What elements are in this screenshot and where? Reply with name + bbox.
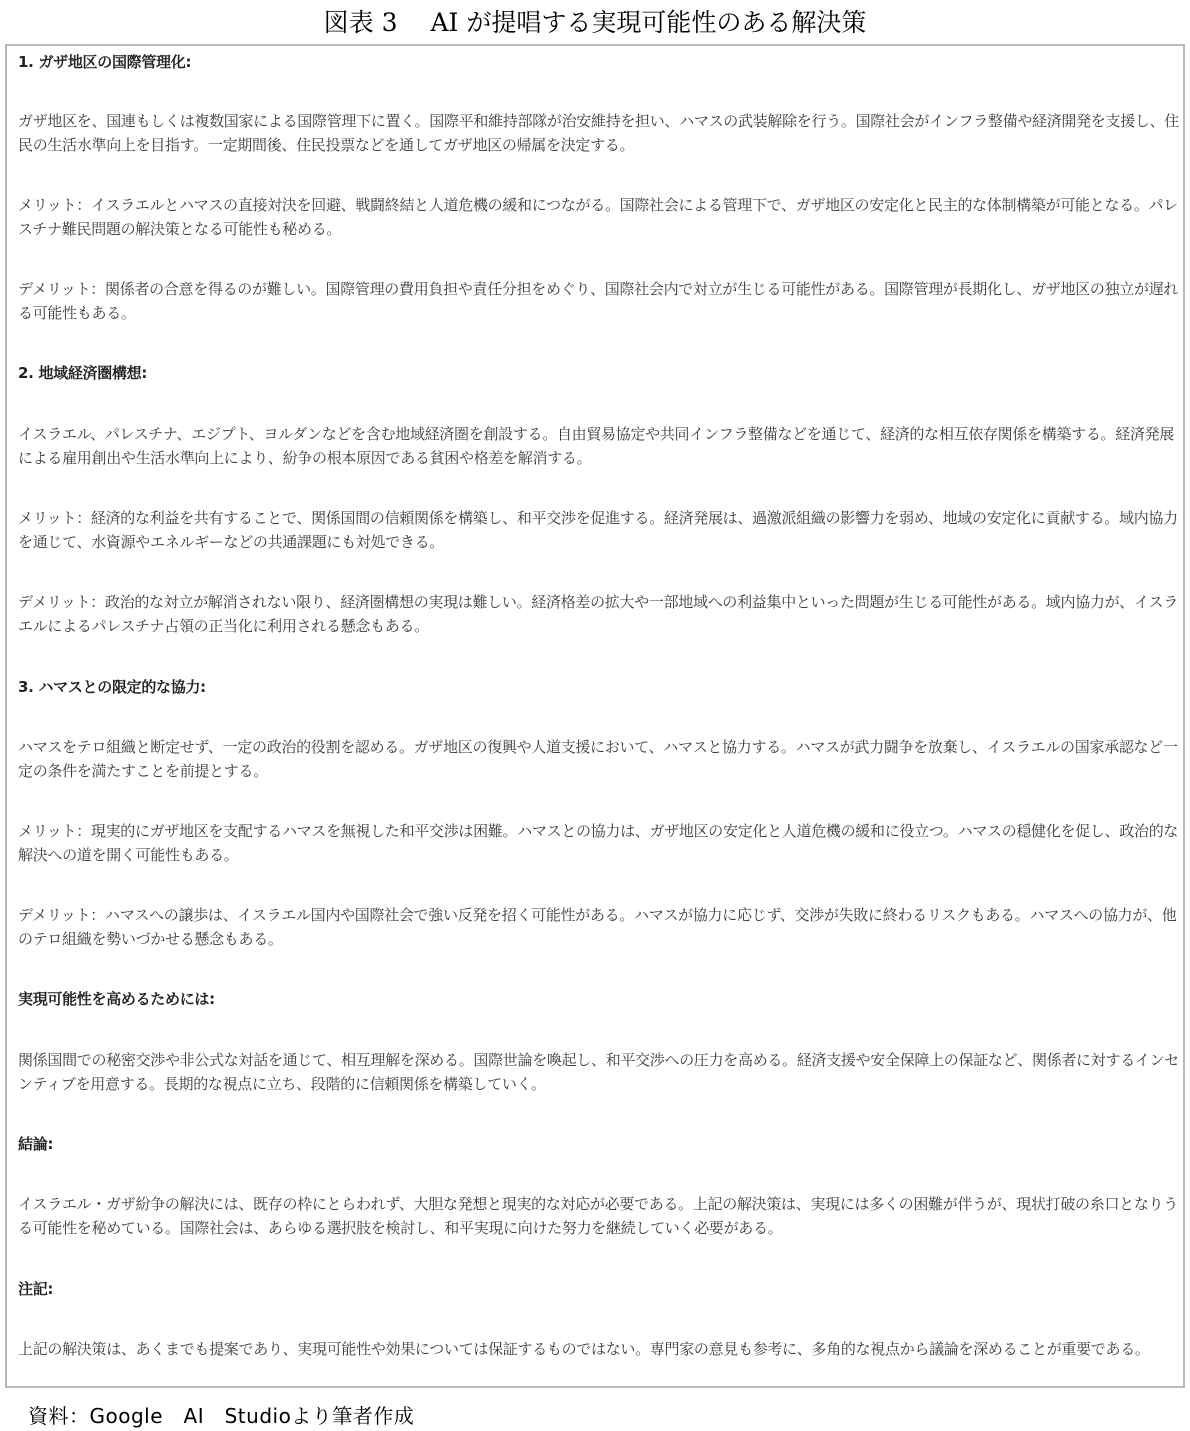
feasibility-heading: 実現可能性を高めるためには: [18, 990, 215, 1008]
conclusion-heading: 結論: [18, 1135, 54, 1153]
section-3-demerits: デメリット：ハマスへの譲歩は、イスラエル国内や国際社会で強い反発を招く可能性がある。ハマスが協力に応じず、交渉が失敗に終わるリスクもある。ハマスへの協力が、他のテロ組織を勢いづかせる懸念もある。 [18, 906, 1177, 948]
section-2-demerits: デメリット：政治的な対立が解消されない限り、経済圏構想の実現は難しい。経済格差の拡大や一部地域への利益集中といった問題が生じる可能性がある。域内協力が、イスラエルによるパレスチナ占領の正当化に利用される懸念もある。 [18, 593, 1178, 635]
note-heading: 注記: [18, 1280, 54, 1298]
section-3-description: ハマスをテロ組織と断定せず、一定の政治的役割を認める。ガザ地区の復興や人道支援において、ハマスと協力する。ハマスが武力闘争を放棄し、イスラエルの国家承認など一定の条件を満たすことを前提とする。 [18, 738, 1178, 780]
section-1-description: ガザ地区を、国連もしくは複数国家による国際管理下に置く。国際平和維持部隊が治安維持を担い、ハマスの武装解除を行う。国際社会がインフラ整備や経済開発を支援し、住民の生活水準向上を目指す。一定期間後、住民投票などを通してガザ地区の帰属を決定する。 [18, 112, 1180, 154]
section-2-description: イスラエル、パレスチナ、エジプト、ヨルダンなどを含む地域経済圏を創設する。自由貿易協定や共同インフラ整備などを通じて、経済的な相互依存関係を構築する。経済発展による雇用創出や生活水準向上により、紛争の根本原因である貧困や格差を解消する。 [18, 425, 1175, 467]
section-1-demerits: デメリット：関係者の合意を得るのが難しい。国際管理の費用負担や責任分担をめぐり、国際社会内で対立が生じる可能性がある。国際管理が長期化し、ガザ地区の独立が遅れる可能性もある。 [18, 280, 1179, 322]
feasibility-paragraph: 関係国間での秘密交渉や非公式な対話を通じて、相互理解を深める。国際世論を喚起し、和平交渉への圧力を高める。経済支援や安全保障上の保証など、関係者に対するインセンティブを用意する。長期的な視点に立ち、段階的に信頼関係を構築していく。 [18, 1051, 1180, 1093]
section-3-merits: メリット：現実的にガザ地区を支配するハマスを無視した和平交渉は困難。ハマスとの協力は、ガザ地区の安定化と人道危機の緩和に役立つ。ハマスの穏健化を促し、政治的な解決への道を開く可能性もある。 [18, 822, 1179, 864]
section-heading-3: 3. ハマスとの限定的な協力: [18, 678, 206, 696]
section-heading-2: 2. 地域経済圏構想: [18, 364, 148, 382]
source-note: 資料：Google AI Studioより筆者作成 [28, 1404, 415, 1428]
figure-title: 図表 3 AI が提唱する実現可能性のある解決策 [323, 8, 867, 37]
section-heading-1: 1. ガザ地区の国際管理化: [18, 53, 192, 71]
section-2-merits: メリット：経済的な利益を共有することで、関係国間の信頼関係を構築し、和平交渉を促進する。経済発展は、過激派組織の影響力を弱め、地域の安定化に貢献する。域内協力を通じて、水資源やエネルギーなどの共通課題にも対処できる。 [18, 509, 1178, 551]
response-panel [5, 44, 1185, 1388]
note-paragraph: 上記の解決策は、あくまでも提案であり、実現可能性や効果については保証するものではない。専門家の意見も参考に、多角的な視点から議論を深めることが重要である。 [18, 1340, 1150, 1358]
section-1-merits: メリット：イスラエルとハマスの直接対決を回避、戦闘終結と人道危機の緩和につながる。国際社会による管理下で、ガザ地区の安定化と民主的な体制構築が可能となる。パレスチナ難民問題の解決策となる可能性も秘める。 [18, 196, 1178, 238]
conclusion-paragraph: イスラエル・ガザ紛争の解決には、既存の枠にとらわれず、大胆な発想と現実的な対応が必要である。上記の解決策は、実現には多くの困難が伴うが、現状打破の糸口となりうる可能性を秘めている。国際社会は、あらゆる選択肢を検討し、和平実現に向けた努力を継続していく必要がある。 [18, 1195, 1178, 1237]
